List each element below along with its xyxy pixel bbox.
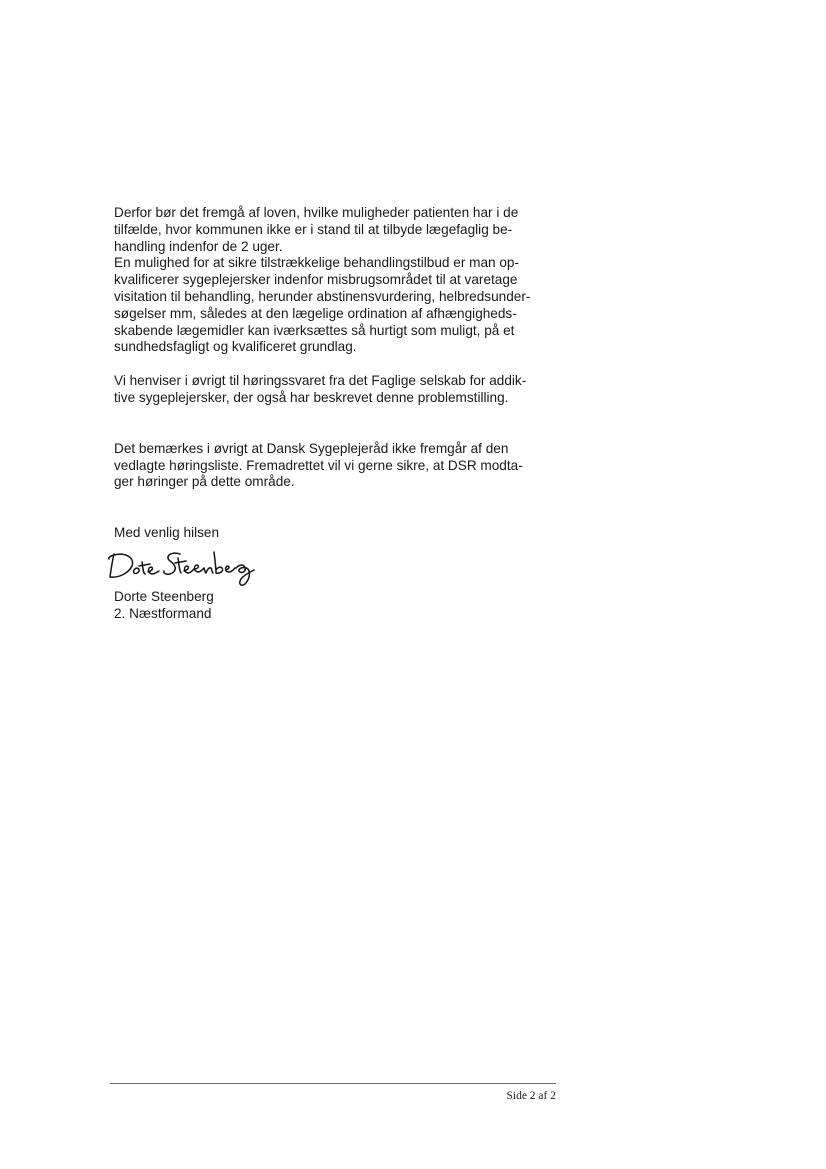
- handwritten-signature: [114, 548, 574, 584]
- paragraph-gap: [114, 407, 574, 441]
- text-line: handling indenfor de 2 uger.: [114, 238, 283, 254]
- paragraph-henvisning: [114, 373, 574, 407]
- signature-icon: [108, 544, 258, 588]
- text-line: ger høringer på dette område.: [114, 474, 295, 490]
- text-line: visitation til behandling, herunder abstinensvurdering, helbredsunder-: [114, 288, 531, 304]
- letter-body: [114, 205, 574, 584]
- page-number: Side 2 af 2: [506, 1090, 556, 1102]
- text-line: Derfor bør det fremgå af loven, hvilke muligheder patienten har i de: [114, 205, 519, 220]
- signer-name: Dorte Steenberg: [114, 589, 214, 604]
- closing-greeting: Med venlig hilsen: [114, 525, 220, 541]
- footer-divider: [110, 1083, 556, 1084]
- text-line: Vi henviser i øvrigt til høringssvaret fra det Faglige selskab for addik-: [114, 373, 527, 389]
- paragraph-loven: [114, 205, 574, 356]
- text-line: søgelser mm, således at den lægelige ordination af afhængigheds-: [114, 305, 517, 321]
- paragraph-gap: [114, 356, 574, 373]
- text-line: Det bemærkes i øvrigt at Dansk Sygeplejeråd ikke fremgår af den: [114, 440, 509, 456]
- text-line: skabende lægemidler kan iværksættes så hurtigt som muligt, på et: [114, 322, 515, 338]
- text-line: tilfælde, hvor kommunen ikke er i stand til at tilbyde lægefaglig be-: [114, 221, 513, 237]
- paragraph-hoeringsliste: [114, 441, 574, 491]
- text-line: tive sygeplejersker, der også har beskrevet denne problemstilling.: [114, 389, 509, 405]
- text-line: kvalificerer sygeplejersker indenfor misbrugsområdet til at varetage: [114, 272, 518, 288]
- text-line: vedlagte høringsliste. Fremadrettet vil vi gerne sikre, at DSR modta-: [114, 457, 523, 473]
- text-line: sundhedsfagligt og kvalificeret grundlag.: [114, 339, 357, 355]
- signer-block: [114, 589, 214, 623]
- paragraph-gap: [114, 491, 574, 525]
- text-line: En mulighed for at sikre tilstrækkelige behandlingstilbud er man op-: [114, 255, 519, 271]
- signer-title: 2. Næstformand: [114, 605, 212, 621]
